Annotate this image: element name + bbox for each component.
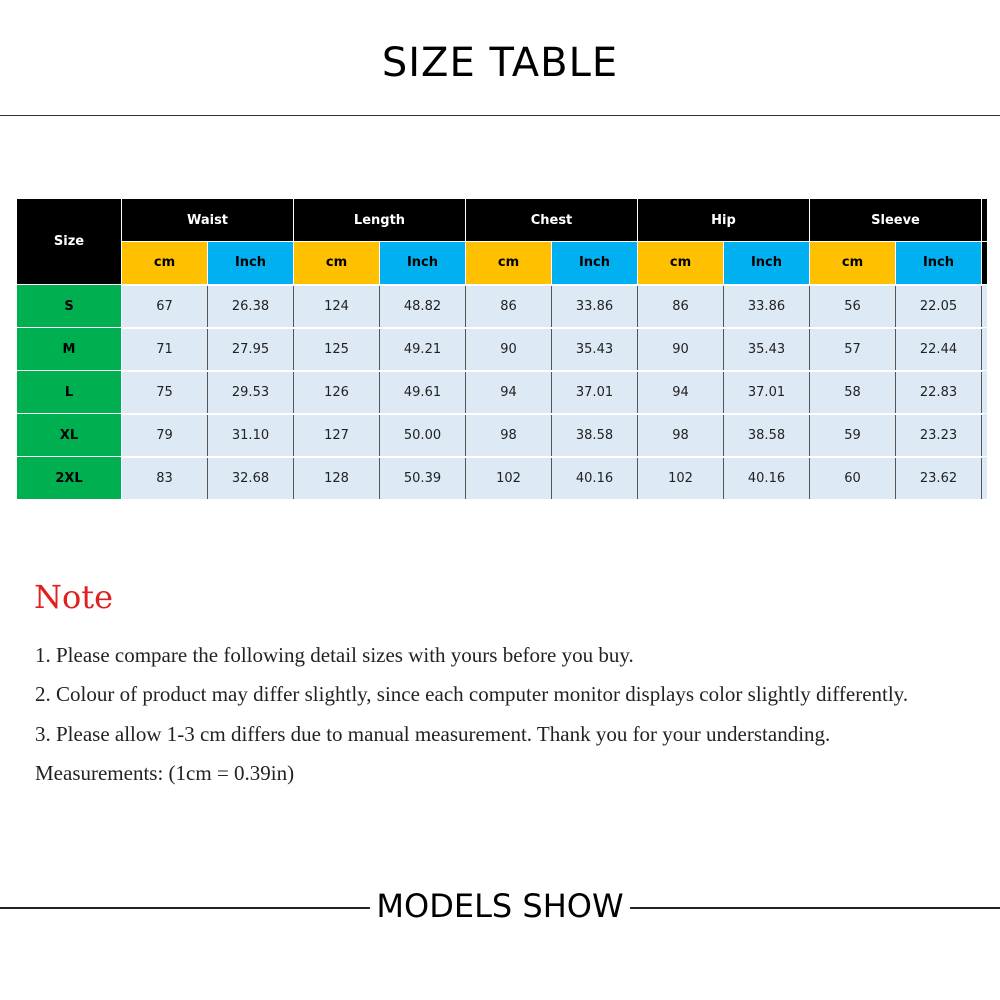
table-cell: 35.43 [724,328,810,371]
table-cell: 22.05 [896,285,982,328]
table-cell: 22.44 [896,328,982,371]
table-edge [982,371,988,414]
table-row [17,414,988,457]
unit-cm: cm [810,242,896,285]
table-cell: 126 [294,371,380,414]
table-cell: 29.53 [208,371,294,414]
table-cell: 49.61 [380,371,466,414]
table-row [17,285,988,328]
table-cell: 40.16 [552,457,638,500]
table-cell: 67 [122,285,208,328]
table-cell: 27.95 [208,328,294,371]
measurement-note: Measurements: (1cm = 0.39in) [35,761,295,785]
table-cell: 40.16 [724,457,810,500]
table-edge [982,414,988,457]
table-cell: 83 [122,457,208,500]
table-edge [982,199,988,242]
table-edge [982,285,988,328]
table-cell: 37.01 [724,371,810,414]
unit-inch: Inch [552,242,638,285]
table-cell: 26.38 [208,285,294,328]
table-edge [982,328,988,371]
unit-cm: cm [638,242,724,285]
table-cell: 49.21 [380,328,466,371]
size-label: XL [17,414,122,457]
table-cell: 98 [638,414,724,457]
table-row [17,371,988,414]
unit-inch: Inch [380,242,466,285]
table-cell: 128 [294,457,380,500]
size-table [16,198,988,501]
table-cell: 125 [294,328,380,371]
table-cell: 94 [466,371,552,414]
size-label: 2XL [17,457,122,500]
size-label: M [17,328,122,371]
table-cell: 23.23 [896,414,982,457]
table-row [17,328,988,371]
table-cell: 90 [466,328,552,371]
table-cell: 56 [810,285,896,328]
table-cell: 50.39 [380,457,466,500]
group-header-waist: Waist [122,199,294,242]
table-cell: 86 [466,285,552,328]
table-cell: 71 [122,328,208,371]
table-cell: 50.00 [380,414,466,457]
table-cell: 94 [638,371,724,414]
unit-cm: cm [122,242,208,285]
table-cell: 58 [810,371,896,414]
table-cell: 31.10 [208,414,294,457]
unit-cm: cm [294,242,380,285]
table-cell: 86 [638,285,724,328]
table-cell: 33.86 [552,285,638,328]
note-line-1: 1. Please compare the following detail sizes with yours before you buy. [35,643,634,667]
table-cell: 37.01 [552,371,638,414]
table-cell: 59 [810,414,896,457]
table-cell: 79 [122,414,208,457]
table-cell: 98 [466,414,552,457]
size-label: S [17,285,122,328]
table-cell: 22.83 [896,371,982,414]
note-heading: Note [34,578,114,616]
table-edge [982,457,988,500]
unit-inch: Inch [724,242,810,285]
table-cell: 124 [294,285,380,328]
size-label: L [17,371,122,414]
table-edge [982,242,988,285]
unit-cm: cm [466,242,552,285]
table-row [17,457,988,500]
table-cell: 102 [638,457,724,500]
table-cell: 57 [810,328,896,371]
models-divider-right [630,907,1000,909]
note-line-2: 2. Colour of product may differ slightly, since each computer monitor displays color slightly differently. [35,682,909,706]
table-cell: 102 [466,457,552,500]
table-cell: 127 [294,414,380,457]
table-cell: 38.58 [552,414,638,457]
group-header-hip: Hip [638,199,810,242]
table-cell: 90 [638,328,724,371]
table-cell: 48.82 [380,285,466,328]
models-show-section [0,885,1000,929]
table-cell: 38.58 [724,414,810,457]
models-divider-left [0,907,370,909]
table-cell: 75 [122,371,208,414]
table-cell: 23.62 [896,457,982,500]
table-cell: 32.68 [208,457,294,500]
models-show-heading: MODELS SHOW [376,887,624,925]
table-cell: 60 [810,457,896,500]
unit-inch: Inch [208,242,294,285]
size-column-header: Size [17,199,122,285]
table-cell: 33.86 [724,285,810,328]
unit-header-row [17,242,988,285]
group-header-row [17,199,988,242]
note-line-3: 3. Please allow 1-3 cm differs due to manual measurement. Thank you for your understanding. [35,722,831,746]
page-title: SIZE TABLE [381,40,619,86]
group-header-length: Length [294,199,466,242]
table-cell: 35.43 [552,328,638,371]
title-divider [0,115,1000,116]
group-header-sleeve: Sleeve [810,199,982,242]
group-header-chest: Chest [466,199,638,242]
unit-inch: Inch [896,242,982,285]
